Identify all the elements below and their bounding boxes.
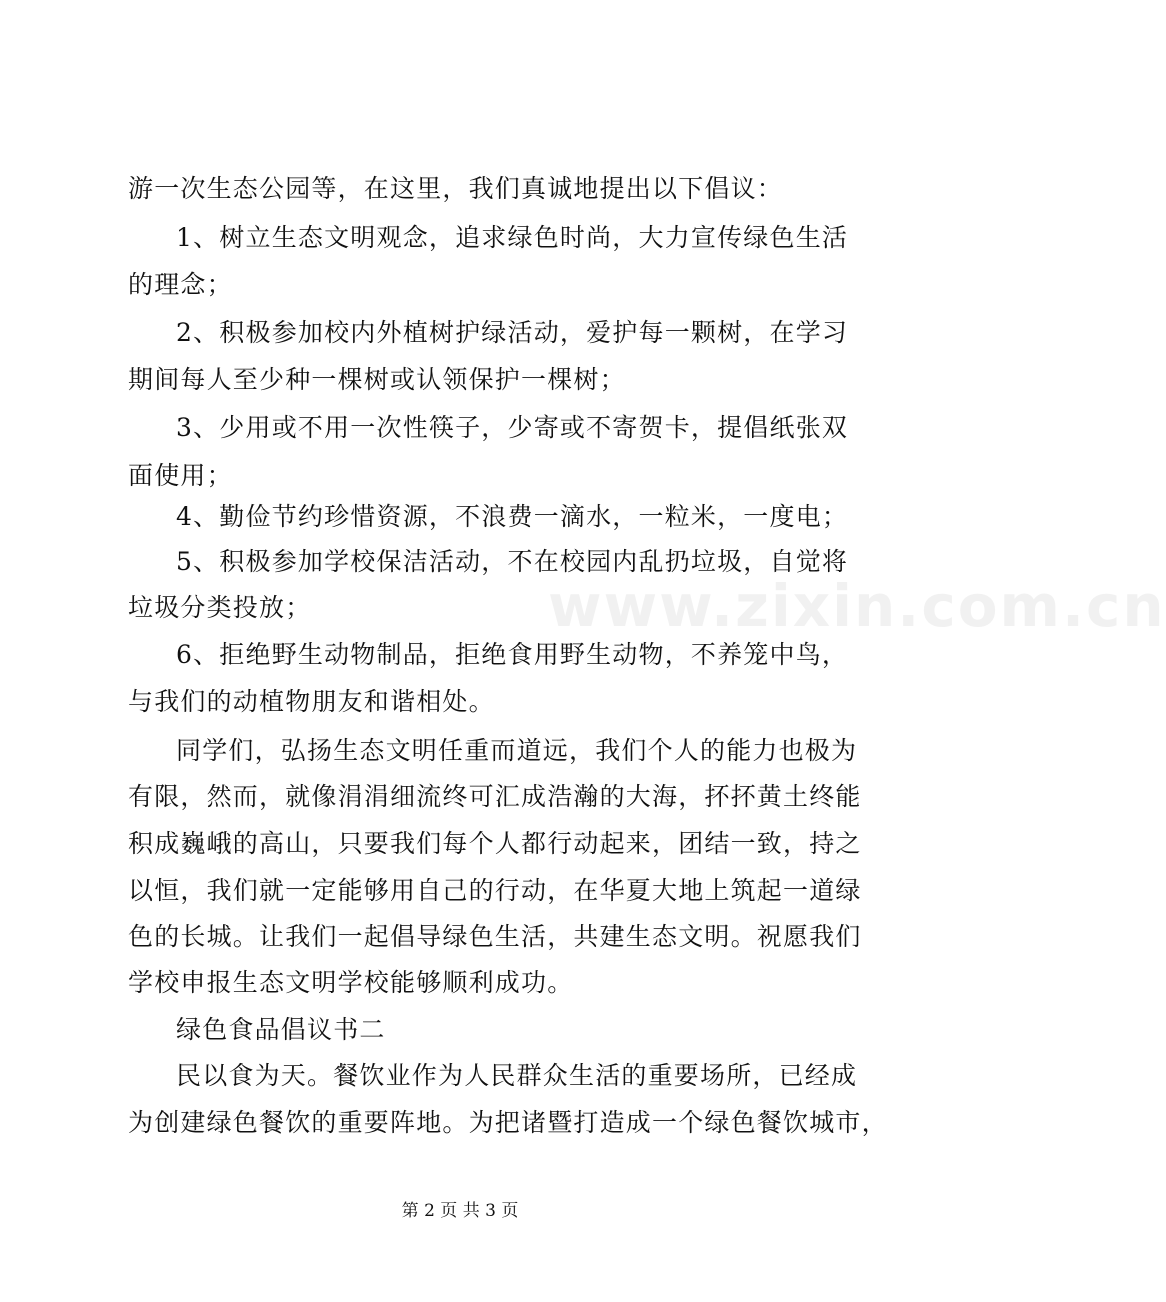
- text-line: 4、勤俭节约珍惜资源，不浪费一滴水，一粒米，一度电；: [176, 502, 849, 531]
- text-line: 1、树立生态文明观念，追求绿色时尚，大力宣传绿色生活: [176, 223, 849, 252]
- text-line: 垃圾分类投放；: [128, 593, 312, 622]
- text-line: 有限，然而，就像涓涓细流终可汇成浩瀚的大海，抔抔黄土终能: [128, 782, 862, 811]
- text-line: 的理念；: [128, 270, 233, 299]
- text-line: 学校申报生态文明学校能够顺利成功。: [128, 968, 574, 997]
- text-line: 色的长城。让我们一起倡导绿色生活，共建生态文明。祝愿我们: [128, 922, 862, 951]
- text-line: 5、积极参加学校保洁活动，不在校园内乱扔垃圾，自觉将: [176, 547, 849, 576]
- watermark: www.zixin.com.cn: [548, 572, 1166, 640]
- text-line: 2、积极参加校内外植树护绿活动，爱护每一颗树，在学习: [176, 318, 849, 347]
- text-line: 同学们，弘扬生态文明任重而道远，我们个人的能力也极为: [176, 736, 858, 765]
- section-heading: 绿色食品倡议书二: [176, 1015, 386, 1044]
- text-line: 面使用；: [128, 461, 233, 490]
- page-footer: 第 2 页 共 3 页: [401, 1201, 519, 1221]
- text-line: 6、拒绝野生动物制品，拒绝食用野生动物，不养笼中鸟，: [176, 640, 849, 669]
- text-line: 以恒，我们就一定能够用自己的行动，在华夏大地上筑起一道绿: [128, 876, 862, 905]
- text-line: 3、少用或不用一次性筷子，少寄或不寄贺卡，提倡纸张双: [176, 413, 849, 442]
- text-line: 民以食为天。餐饮业作为人民群众生活的重要场所，已经成: [176, 1061, 858, 1090]
- text-line: 为创建绿色餐饮的重要阵地。为把诸暨打造成一个绿色餐饮城市，: [128, 1108, 888, 1137]
- text-line: 与我们的动植物朋友和谐相处。: [128, 687, 495, 716]
- text-line: 积成巍峨的高山，只要我们每个人都行动起来，团结一致，持之: [128, 829, 862, 858]
- text-line: 期间每人至少种一棵树或认领保护一棵树；: [128, 365, 626, 394]
- text-line: 游一次生态公园等，在这里，我们真诚地提出以下倡议：: [128, 174, 784, 203]
